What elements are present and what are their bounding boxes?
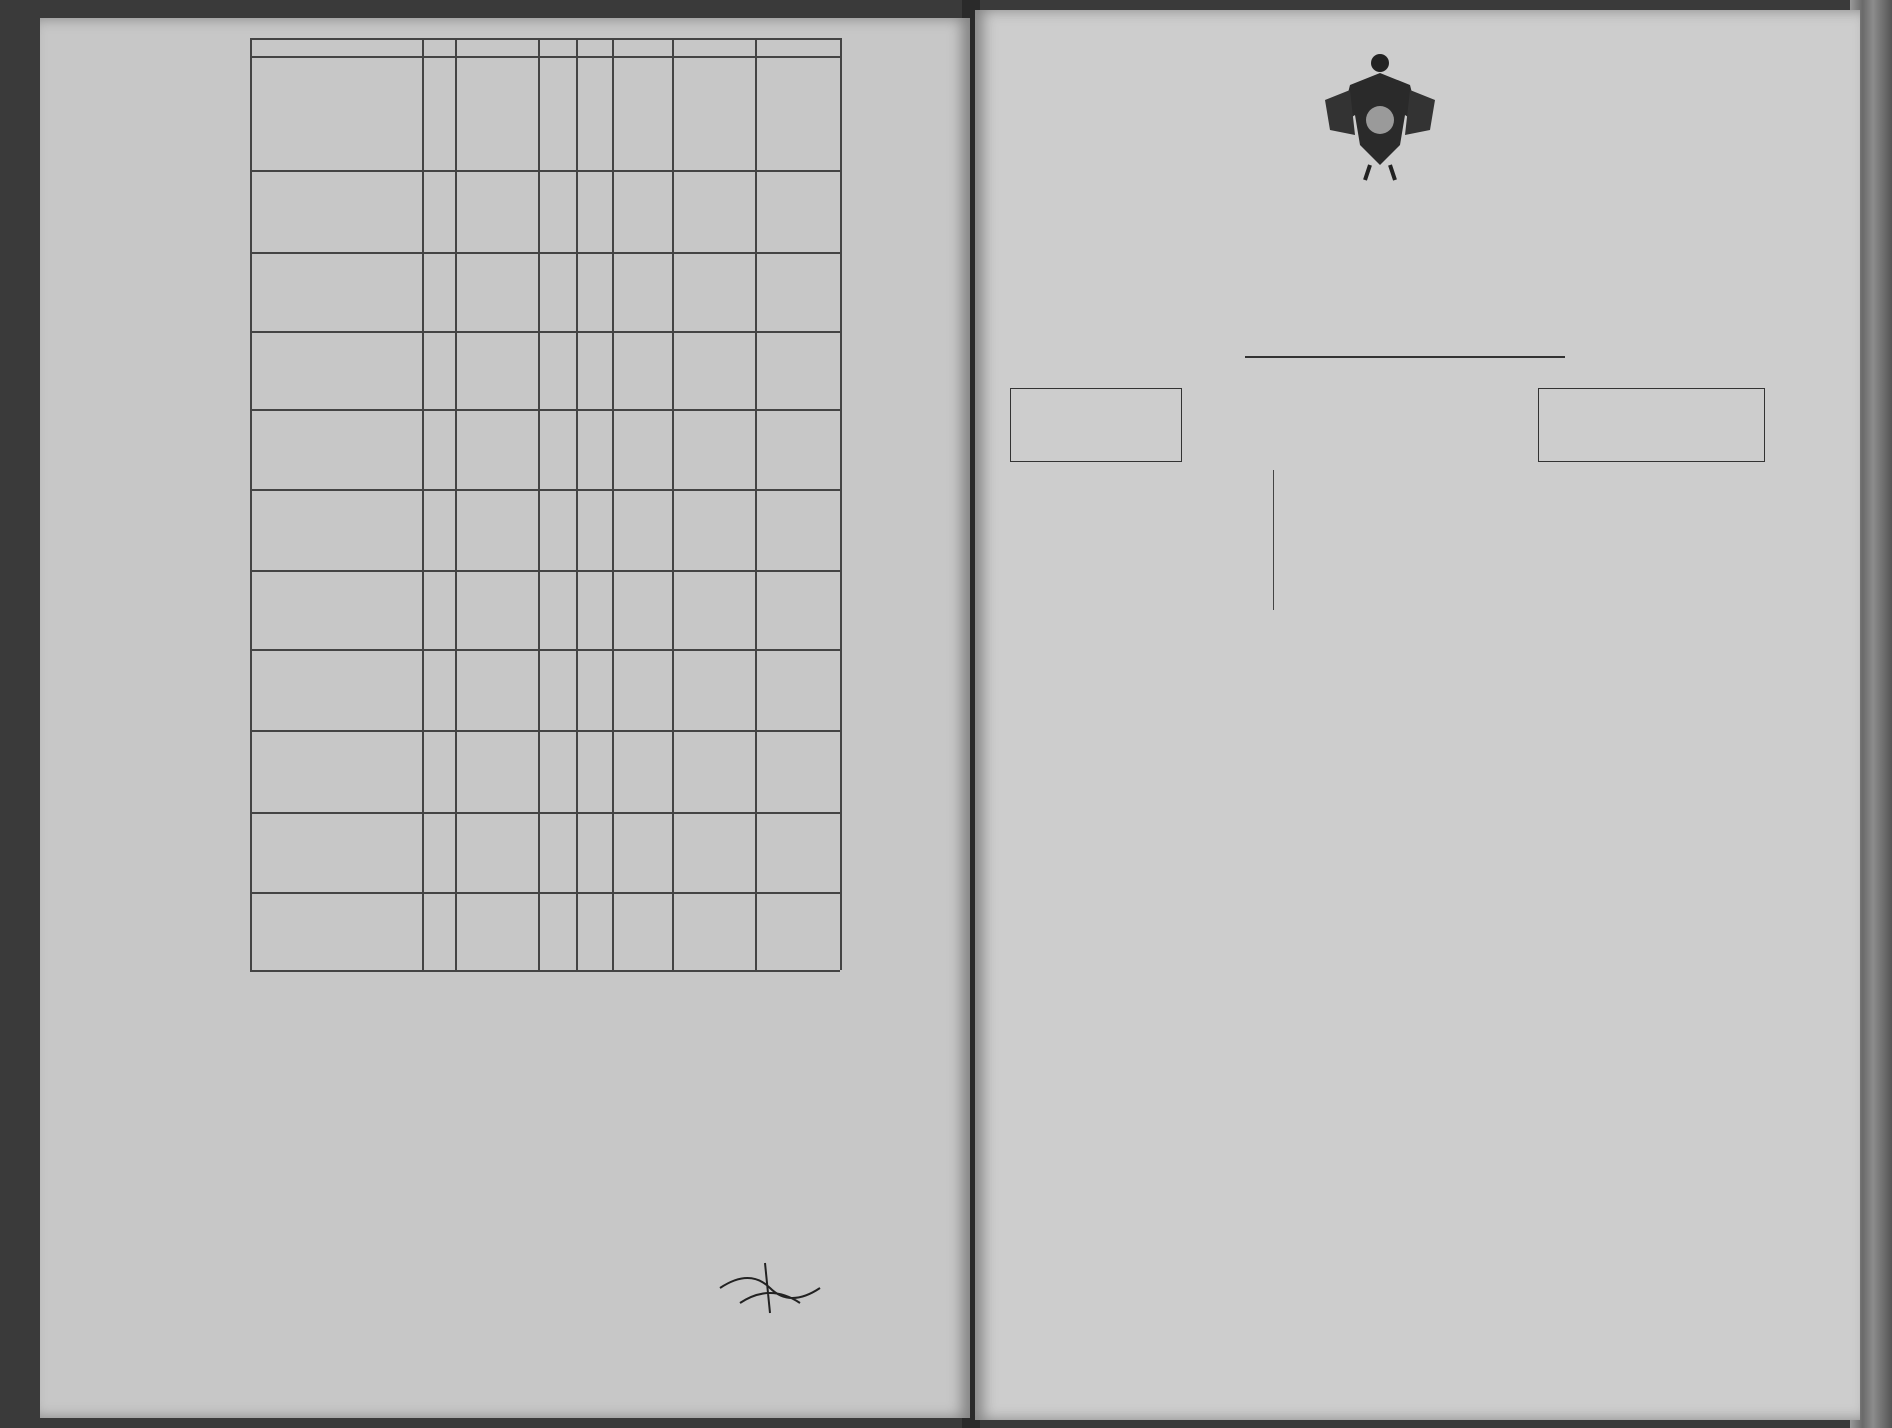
table-grid-line [250, 38, 252, 970]
left-page [40, 18, 970, 1418]
table-grid-line [250, 892, 840, 894]
signature-flourish-icon [710, 1258, 830, 1318]
table-grid-line [250, 331, 840, 333]
table-grid-line [672, 38, 674, 970]
table-grid-line [455, 38, 457, 970]
table-grid-line [250, 409, 840, 411]
table-grid-line [250, 170, 840, 172]
column-header [758, 62, 837, 166]
table-grid-line [612, 38, 614, 970]
right-page-content [975, 10, 1860, 1420]
table-grid-line [250, 570, 840, 572]
table-grid-line [250, 730, 840, 732]
table-grid-line [250, 252, 840, 254]
table-grid-line [840, 38, 842, 970]
table-grid-line [250, 812, 840, 814]
census-ledger-table [250, 38, 1010, 970]
table-grid-line [250, 489, 840, 491]
column-header [253, 62, 419, 166]
table-grid-line [250, 38, 840, 40]
table-grid-line [250, 56, 840, 58]
column-header [541, 62, 573, 166]
table-grid-line [755, 38, 757, 970]
table-grid-line [538, 38, 540, 970]
table-grid-line [250, 970, 840, 972]
column-header [425, 62, 452, 166]
column-header [675, 62, 752, 166]
table-grid-line [422, 38, 424, 970]
table-grid-line [576, 38, 578, 970]
column-header [615, 62, 669, 166]
column-header [579, 62, 609, 166]
column-header [458, 62, 535, 166]
table-grid-line [250, 649, 840, 651]
